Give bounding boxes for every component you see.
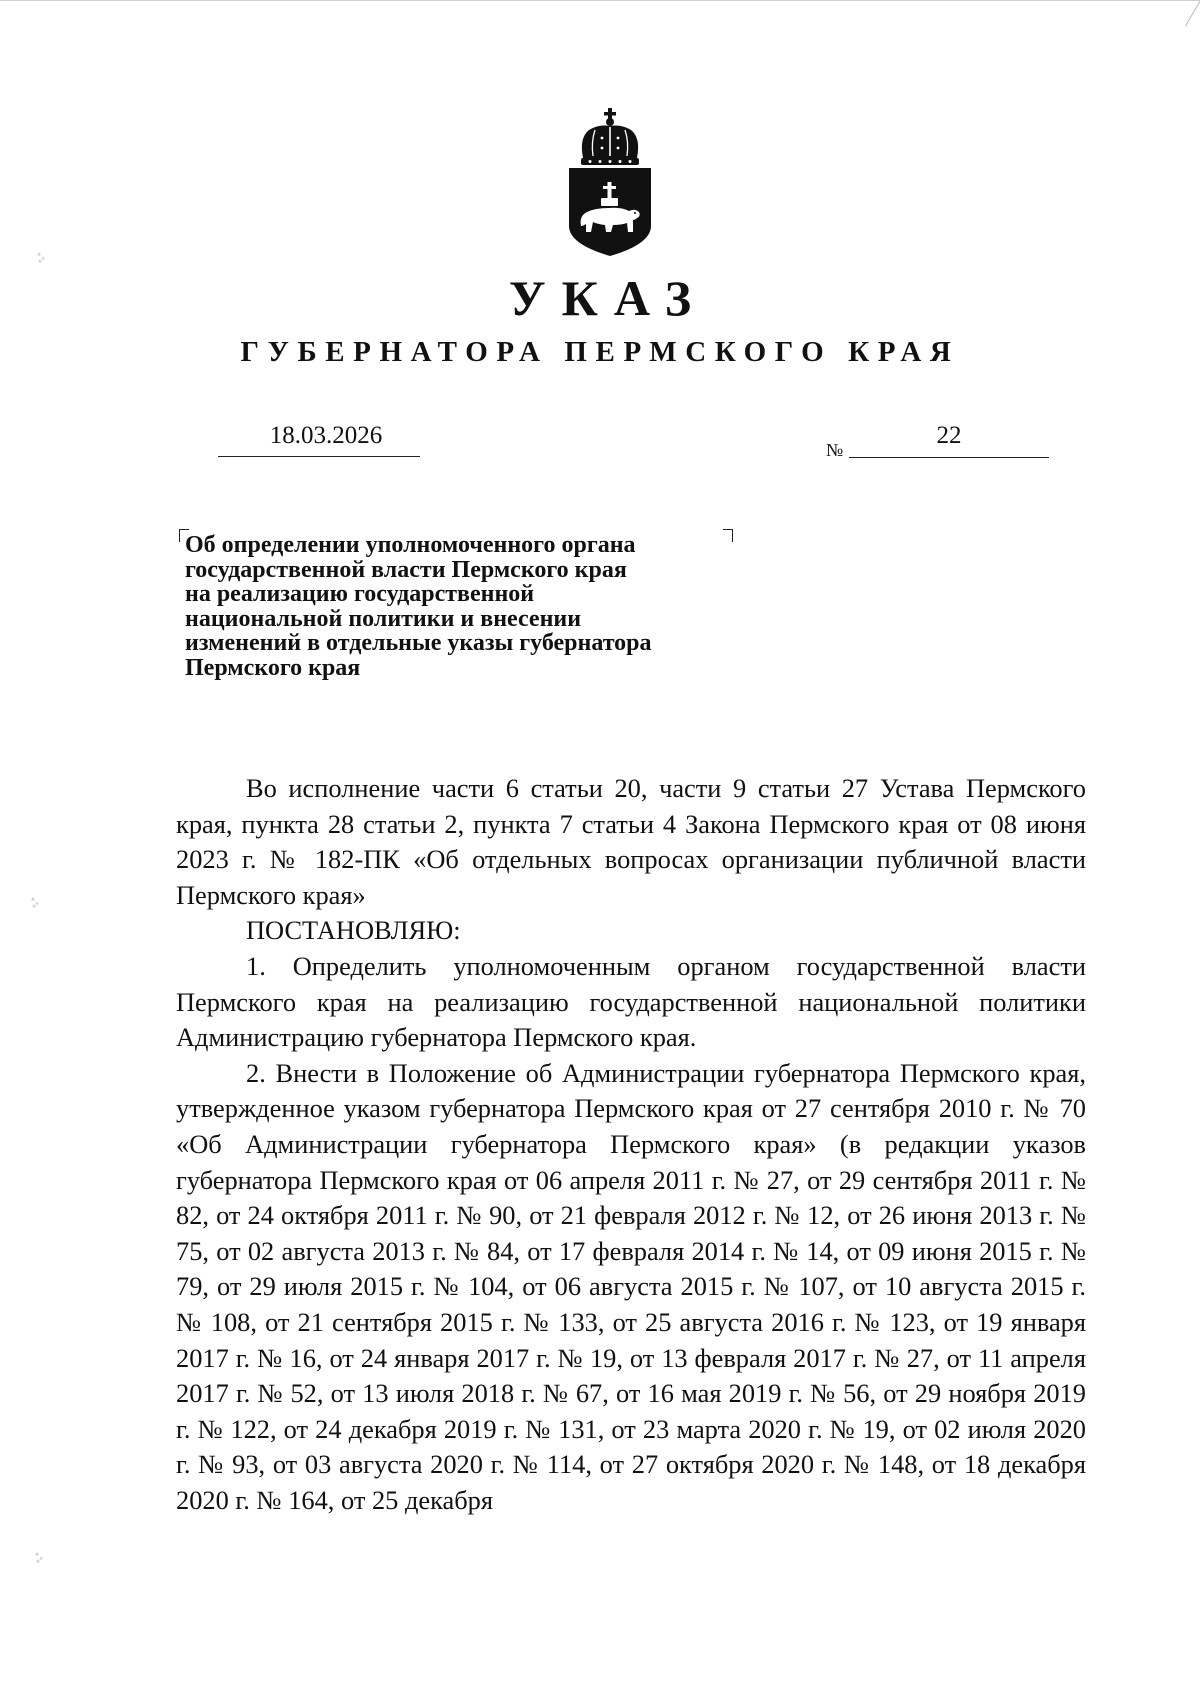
- subject-line: национальной политики и внесении: [185, 605, 582, 632]
- perm-krai-coat-of-arms-icon: [565, 108, 655, 258]
- subject-bracket-right: [723, 529, 733, 542]
- scan-speck: [30, 895, 40, 909]
- subject-line: Пермского края: [185, 654, 361, 681]
- subject-line: изменений в отдельные указы губернатора: [185, 630, 652, 656]
- scan-edge: [0, 0, 1200, 1]
- date-underline: [218, 456, 420, 457]
- subject-line: государственной власти Пермского края: [185, 556, 627, 583]
- preamble-paragraph: Во исполнение части 6 статьи 20, части 9 статьи 27 Устава Пермского края, пункта 28 статьи 2, пункта 7 статьи 4 Закона Пермского края от 08 июня 2023 г. № 182-ПК «Об отдельных вопросах организации публичной власти Пермского края»: [176, 773, 1086, 910]
- number-underline: [849, 457, 1049, 458]
- scan-corner-mark: [1185, 0, 1200, 26]
- subject-bracket-left: [179, 529, 189, 542]
- document-number: 22: [936, 422, 962, 449]
- item-2-paragraph: 2. Внести в Положение об Администрации губернатора Пермского края, утвержденное указом губернатора Пермского края от 27 сентября 2010 г. № 70 «Об Администрации губернатора Пермского края» (в редакции указов губернатора Пермского края от 06 апреля 2011 г. № 27, от 29 сентября 2011 г. № 82, от 24 октября 2011 г. № 90, от 21 февраля 2012 г. № 12, от 26 июня 2013 г. № 75, от 02 августа 2013 г. № 84, от 17 февраля 2014 г. № 14, от 09 июня 2015 г. № 79, от 29 июля 2015 г. № 104, от 06 августа 2015 г. № 107, от 10 августа 2015 г. № 108, от 21 сентября 2015 г. № 133, от 25 августа 2016 г. № 123, от 19 января 2017 г. № 16, от 24 января 2017 г. № 19, от 13 февраля 2017 г. № 27, от 11 апреля 2017 г. № 52, от 13 июля 2018 г. № 67, от 16 мая 2019 г. № 56, от 29 ноября 2019 г. № 122, от 24 декабря 2019 г. № 131, от 23 марта 2020 г. № 19, от 02 июля 2020 г. № 93, от 03 августа 2020 г. № 114, от 27 октября 2020 г. № 148, от 18 декабря 2020 г. № 164, от 25 декабря: [176, 1057, 1086, 1515]
- subject-line: на реализацию государственной: [185, 581, 535, 607]
- scan-speck: [34, 1550, 44, 1564]
- item-1-paragraph: 1. Определить уполномоченным органом государственной власти Пермского края на реализацию государственной национальной политики Администрацию губернатора Пермского края.: [176, 950, 1086, 1053]
- scan-speck: [36, 250, 46, 264]
- document-issuer: ГУБЕРНАТОРА ПЕРМСКОГО КРАЯ: [240, 336, 960, 368]
- document-date: 18.03.2026: [269, 422, 383, 449]
- decree-word: ПОСТАНОВЛЯЮ:: [246, 915, 461, 946]
- document-title: УКАЗ: [508, 270, 708, 326]
- subject-line: Об определении уполномоченного органа: [185, 532, 636, 558]
- document-subject: [185, 533, 785, 680]
- date-field: [218, 420, 420, 457]
- document-body: [176, 771, 1086, 1518]
- number-sign: №: [826, 440, 844, 460]
